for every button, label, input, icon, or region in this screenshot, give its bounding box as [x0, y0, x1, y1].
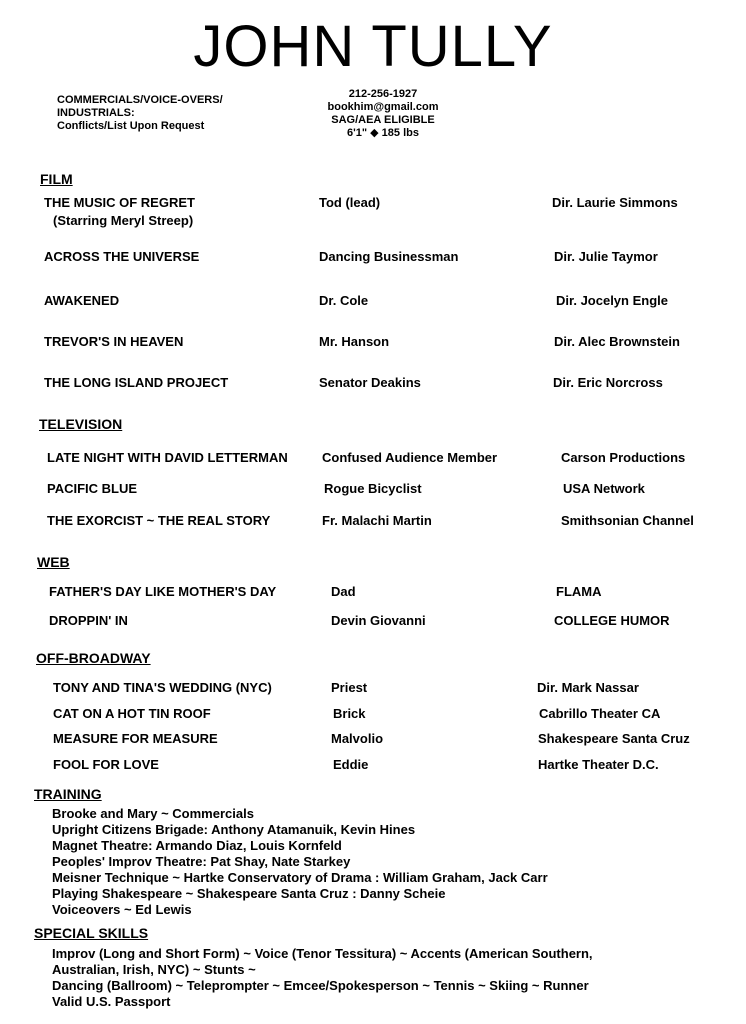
skills-line: Australian, Irish, NYC) ~ Stunts ~ [52, 962, 256, 977]
credit-title: AWAKENED [44, 293, 120, 308]
section-heading-television: TELEVISION [39, 416, 123, 432]
email-address: bookhim@gmail.com [327, 101, 439, 113]
training-item: Voiceovers ~ Ed Lewis [52, 902, 192, 917]
credit-production: Smithsonian Channel [561, 513, 694, 528]
credit-role: Rogue Bicyclist [324, 481, 422, 496]
height-weight: 6'1" ◆ 185 lbs [347, 127, 419, 139]
credit-role: Tod (lead) [319, 195, 381, 210]
section-heading-training: TRAINING [34, 786, 102, 802]
training-list [52, 806, 548, 918]
credit-role: Priest [331, 680, 368, 695]
credit-director: Dir. Mark Nassar [537, 680, 639, 695]
credit-production: Carson Productions [561, 450, 686, 465]
section-heading-web: WEB [37, 554, 70, 570]
credit-role: Dr. Cole [319, 293, 369, 308]
section-heading-film: FILM [40, 171, 73, 187]
training-item: Brooke and Mary ~ Commercials [52, 806, 254, 821]
header-left-line: Conflicts/List Upon Request [57, 120, 205, 132]
credit-role: Dancing Businessman [319, 249, 459, 264]
credit-director: Dir. Julie Taymor [554, 249, 658, 264]
credit-title: PACIFIC BLUE [47, 481, 138, 496]
credit-title: TONY AND TINA'S WEDDING (NYC) [53, 680, 272, 695]
credit-role: Eddie [333, 757, 369, 772]
credit-director: Dir. Jocelyn Engle [556, 293, 668, 308]
header-contact [293, 88, 473, 140]
section-heading-off-broadway: OFF-BROADWAY [36, 650, 151, 666]
credit-title: THE EXORCIST ~ THE REAL STORY [47, 513, 271, 528]
training-item: Playing Shakespeare ~ Shakespeare Santa Cruz : Danny Scheie [52, 886, 446, 901]
credit-venue: Shakespeare Santa Cruz [538, 731, 690, 746]
phone-number: 212-256-1927 [348, 88, 418, 100]
credit-role: Brick [333, 706, 366, 721]
credit-title: TREVOR'S IN HEAVEN [44, 334, 184, 349]
credit-role: Senator Deakins [319, 375, 421, 390]
credit-director: Dir. Alec Brownstein [554, 334, 680, 349]
credit-role: Fr. Malachi Martin [322, 513, 432, 528]
credit-production: FLAMA [556, 584, 602, 599]
credit-venue: Hartke Theater D.C. [538, 757, 659, 772]
credit-title: MEASURE FOR MEASURE [53, 731, 218, 746]
header-left-line: INDUSTRIALS: [57, 107, 135, 119]
skills-line: Improv (Long and Short Form) ~ Voice (Tenor Tessitura) ~ Accents (American Southern, [52, 946, 593, 961]
credit-production: COLLEGE HUMOR [554, 613, 670, 628]
union-status: SAG/AEA ELIGIBLE [331, 114, 435, 126]
credit-title: LATE NIGHT WITH DAVID LETTERMAN [47, 450, 288, 465]
credit-title [44, 195, 195, 228]
credit-title-text: THE MUSIC OF REGRET [44, 195, 195, 210]
credit-role: Confused Audience Member [322, 450, 498, 465]
credit-production: USA Network [563, 481, 645, 496]
credit-venue: Cabrillo Theater CA [539, 706, 661, 721]
credit-role: Dad [331, 584, 356, 599]
credit-director: Dir. Eric Norcross [553, 375, 663, 390]
credit-title: ACROSS THE UNIVERSE [44, 249, 200, 264]
header-representation [57, 94, 223, 133]
special-skills-list [52, 946, 593, 1010]
credit-title: FOOL FOR LOVE [53, 757, 159, 772]
credit-role: Malvolio [331, 731, 384, 746]
credit-director: Dir. Laurie Simmons [552, 195, 678, 210]
header-left-line: COMMERCIALS/VOICE-OVERS/ [57, 94, 223, 106]
skills-line: Valid U.S. Passport [52, 994, 171, 1009]
credit-title: THE LONG ISLAND PROJECT [44, 375, 229, 390]
training-item: Magnet Theatre: Armando Diaz, Louis Kornfeld [52, 838, 342, 853]
training-item: Upright Citizens Brigade: Anthony Atamanuik, Kevin Hines [52, 822, 416, 837]
training-item: Peoples' Improv Theatre: Pat Shay, Nate Starkey [52, 854, 351, 869]
credit-note: (Starring Meryl Streep) [53, 213, 194, 228]
training-item: Meisner Technique ~ Hartke Conservatory of Drama : William Graham, Jack Carr [52, 870, 548, 885]
credit-title: FATHER'S DAY LIKE MOTHER'S DAY [49, 584, 277, 599]
skills-line: Dancing (Ballroom) ~ Teleprompter ~ Emcee/Spokesperson ~ Tennis ~ Skiing ~ Runner [52, 978, 589, 993]
credit-role: Devin Giovanni [331, 613, 426, 628]
actor-name: JOHN TULLY [193, 14, 553, 79]
credit-title: DROPPIN' IN [49, 613, 128, 628]
credit-title: CAT ON A HOT TIN ROOF [53, 706, 211, 721]
credit-role: Mr. Hanson [319, 334, 390, 349]
section-heading-special-skills: SPECIAL SKILLS [34, 925, 149, 941]
